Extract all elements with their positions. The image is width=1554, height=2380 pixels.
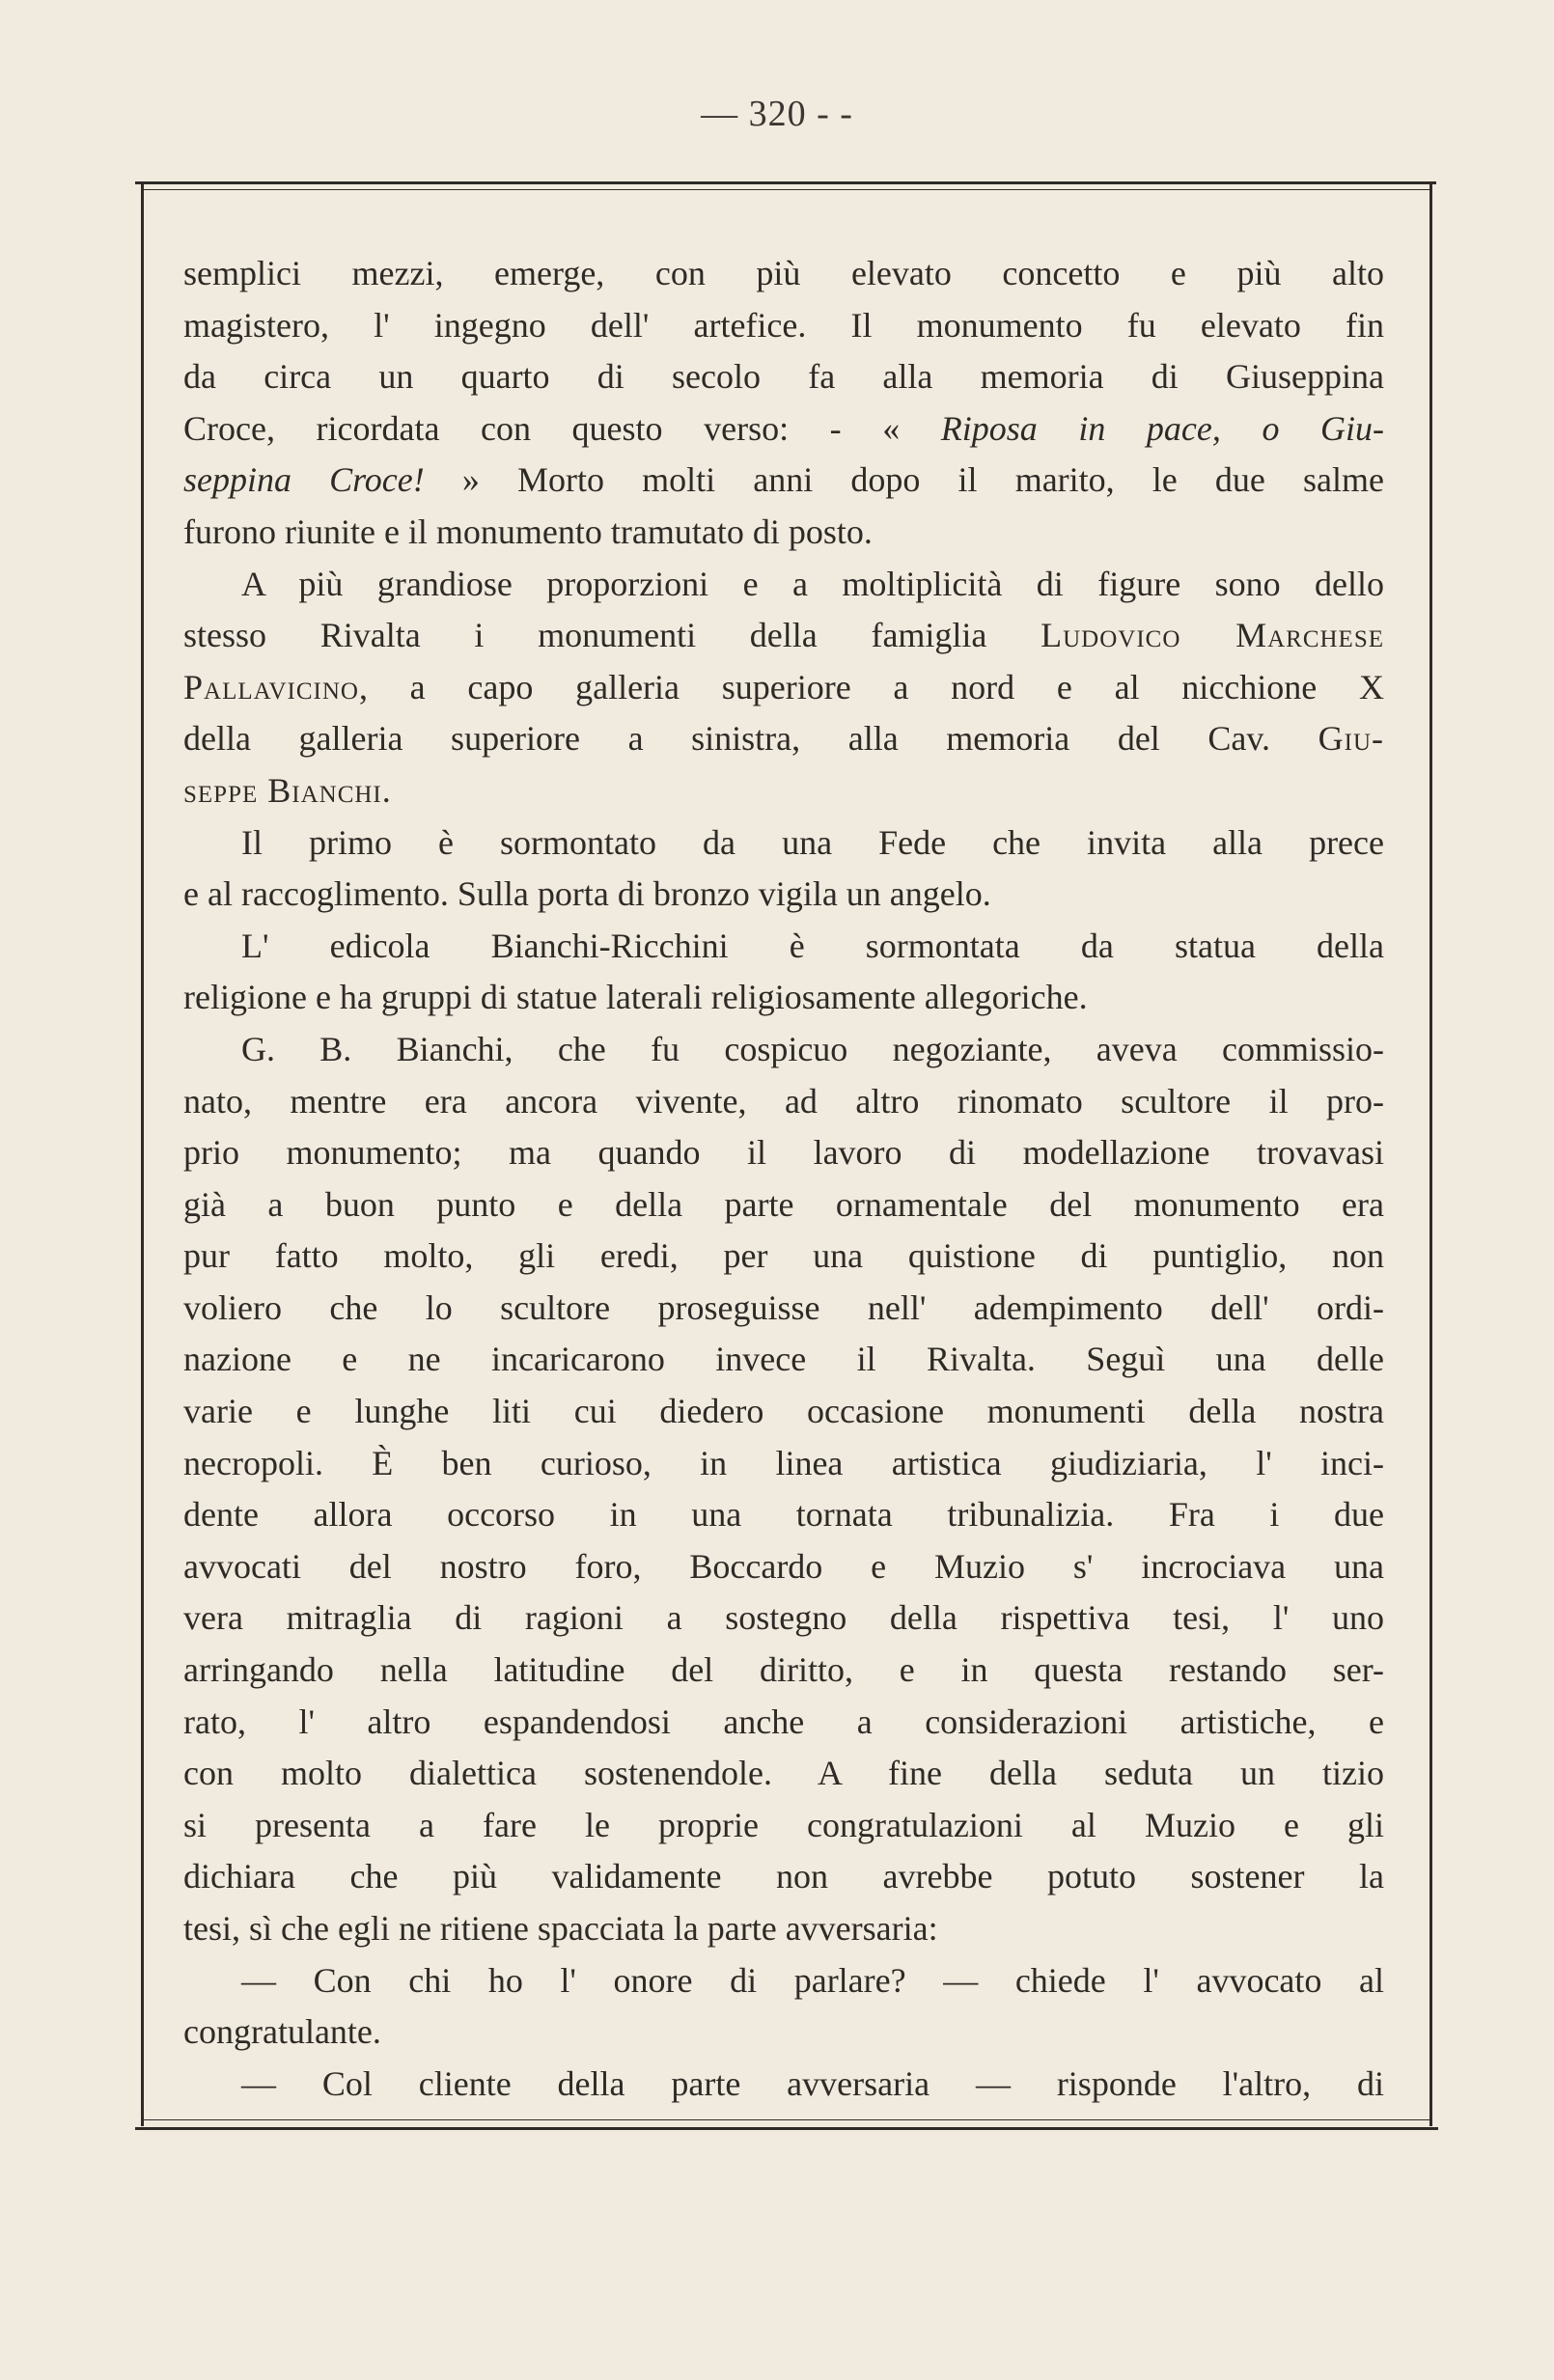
text-line: semplici mezzi, emerge, con più elevato concetto e più alto	[183, 254, 1384, 292]
italic-quote: seppina Croce!	[183, 460, 425, 500]
italic-quote: Riposa in pace, o Giu-	[940, 408, 1384, 448]
name-small-caps: Giu-	[1318, 719, 1384, 759]
text-line: dichiara che più validamente non avrebbe potuto sostener la	[183, 1857, 1384, 1896]
text-line: tesi, sì che egli ne ritiene spacciata la parte avversaria:	[183, 1909, 938, 1948]
text-line	[183, 403, 1384, 456]
text-span: Croce, ricordata con questo verso: - «	[183, 408, 941, 448]
name-small-caps: Ludovico Marchese	[1041, 616, 1384, 655]
text-line: dente allora occorso in una tornata tribunalizia. Fra i due	[183, 1495, 1384, 1535]
name-small-caps: seppe Bianchi	[183, 770, 382, 810]
text-span: della galleria superiore a sinistra, alla memoria del Cav.	[183, 719, 1318, 759]
text-line: avvocati del nostro foro, Boccardo e Muzio s' incrociava una	[183, 1546, 1384, 1586]
text-line: arringando nella latitudine del diritto, e in questa restando ser-	[183, 1650, 1384, 1690]
text-line: religione e ha gruppi di statue laterali religiosamente allegoriche.	[183, 978, 1088, 1017]
text-line: e al raccoglimento. Sulla porta di bronzo vigila un angelo.	[183, 874, 991, 914]
text-line	[183, 765, 1384, 817]
text-line: rato, l' altro espandendosi anche a considerazioni artistiche, e	[183, 1702, 1384, 1741]
text-line: con molto dialettica sostenendole. A fine della seduta un tizio	[183, 1754, 1384, 1793]
text-span: » Morto molti anni dopo il marito, le due salme	[424, 460, 1384, 500]
body-text	[183, 248, 1384, 2110]
text-line: congratulante.	[183, 2012, 381, 2052]
text-line: nato, mentre era ancora vivente, ad altro rinomato scultore il pro-	[183, 1081, 1384, 1121]
bottom-border-rule	[135, 2127, 1438, 2130]
text-line: nazione e ne incaricarono invece il Rivalta. Seguì una delle	[183, 1340, 1384, 1379]
text-line	[183, 455, 1384, 507]
text-line: varie e lunghe liti cui diedero occasione monumenti della nostra	[183, 1392, 1384, 1431]
text-line: prio monumento; ma quando il lavoro di modellazione trovavasi	[183, 1133, 1384, 1173]
text-line: magistero, l' ingegno dell' artefice. Il monumento fu elevato fin	[183, 305, 1384, 345]
text-line	[183, 662, 1384, 714]
text-line: pur fatto molto, gli eredi, per una quistione di puntiglio, non	[183, 1236, 1384, 1276]
text-span: , a capo galleria superiore a nord e al nicchione X	[358, 667, 1384, 706]
text-line: voliero che lo scultore proseguisse nell' adempimento dell' ordi-	[183, 1287, 1384, 1327]
text-line: furono riunite e il monumento tramutato di posto.	[183, 512, 873, 551]
paragraph-start: L' edicola Bianchi-Ricchini è sormontata da statua della	[241, 926, 1384, 965]
page-number: — 320 - -	[701, 94, 853, 134]
text-line	[183, 713, 1384, 765]
paragraph-start: — Col cliente della parte avversaria — risponde l'altro, di	[241, 2063, 1384, 2103]
paragraph-start: Il primo è sormontato da una Fede che invita alla prece	[241, 822, 1384, 862]
text-line: già a buon punto e della parte ornamentale del monumento era	[183, 1184, 1384, 1224]
name-small-caps: Pallavicino	[183, 667, 359, 706]
paragraph-start: — Con chi ho l' onore di parlare? — chiede l' avvocato al	[241, 1960, 1384, 2000]
text-span: .	[381, 770, 391, 810]
text-line	[183, 610, 1384, 662]
paragraph-start: G. B. Bianchi, che fu cospicuo negoziante, aveva commissio-	[241, 1029, 1384, 1068]
text-line: da circa un quarto di secolo fa alla memoria di Giuseppina	[183, 357, 1384, 397]
text-line: necropoli. È ben curioso, in linea artistica giudiziaria, l' inci-	[183, 1443, 1384, 1482]
text-span: stesso Rivalta i monumenti della famiglia	[183, 616, 1041, 655]
text-line: si presenta a fare le proprie congratulazioni al Muzio e gli	[183, 1805, 1384, 1844]
text-line: vera mitraglia di ragioni a sostegno della rispettiva tesi, l' uno	[183, 1598, 1384, 1638]
paragraph-start: A più grandiose proporzioni e a moltiplicità di figure sono dello	[241, 564, 1384, 603]
bottom-border-rule-inner	[141, 2119, 1432, 2120]
